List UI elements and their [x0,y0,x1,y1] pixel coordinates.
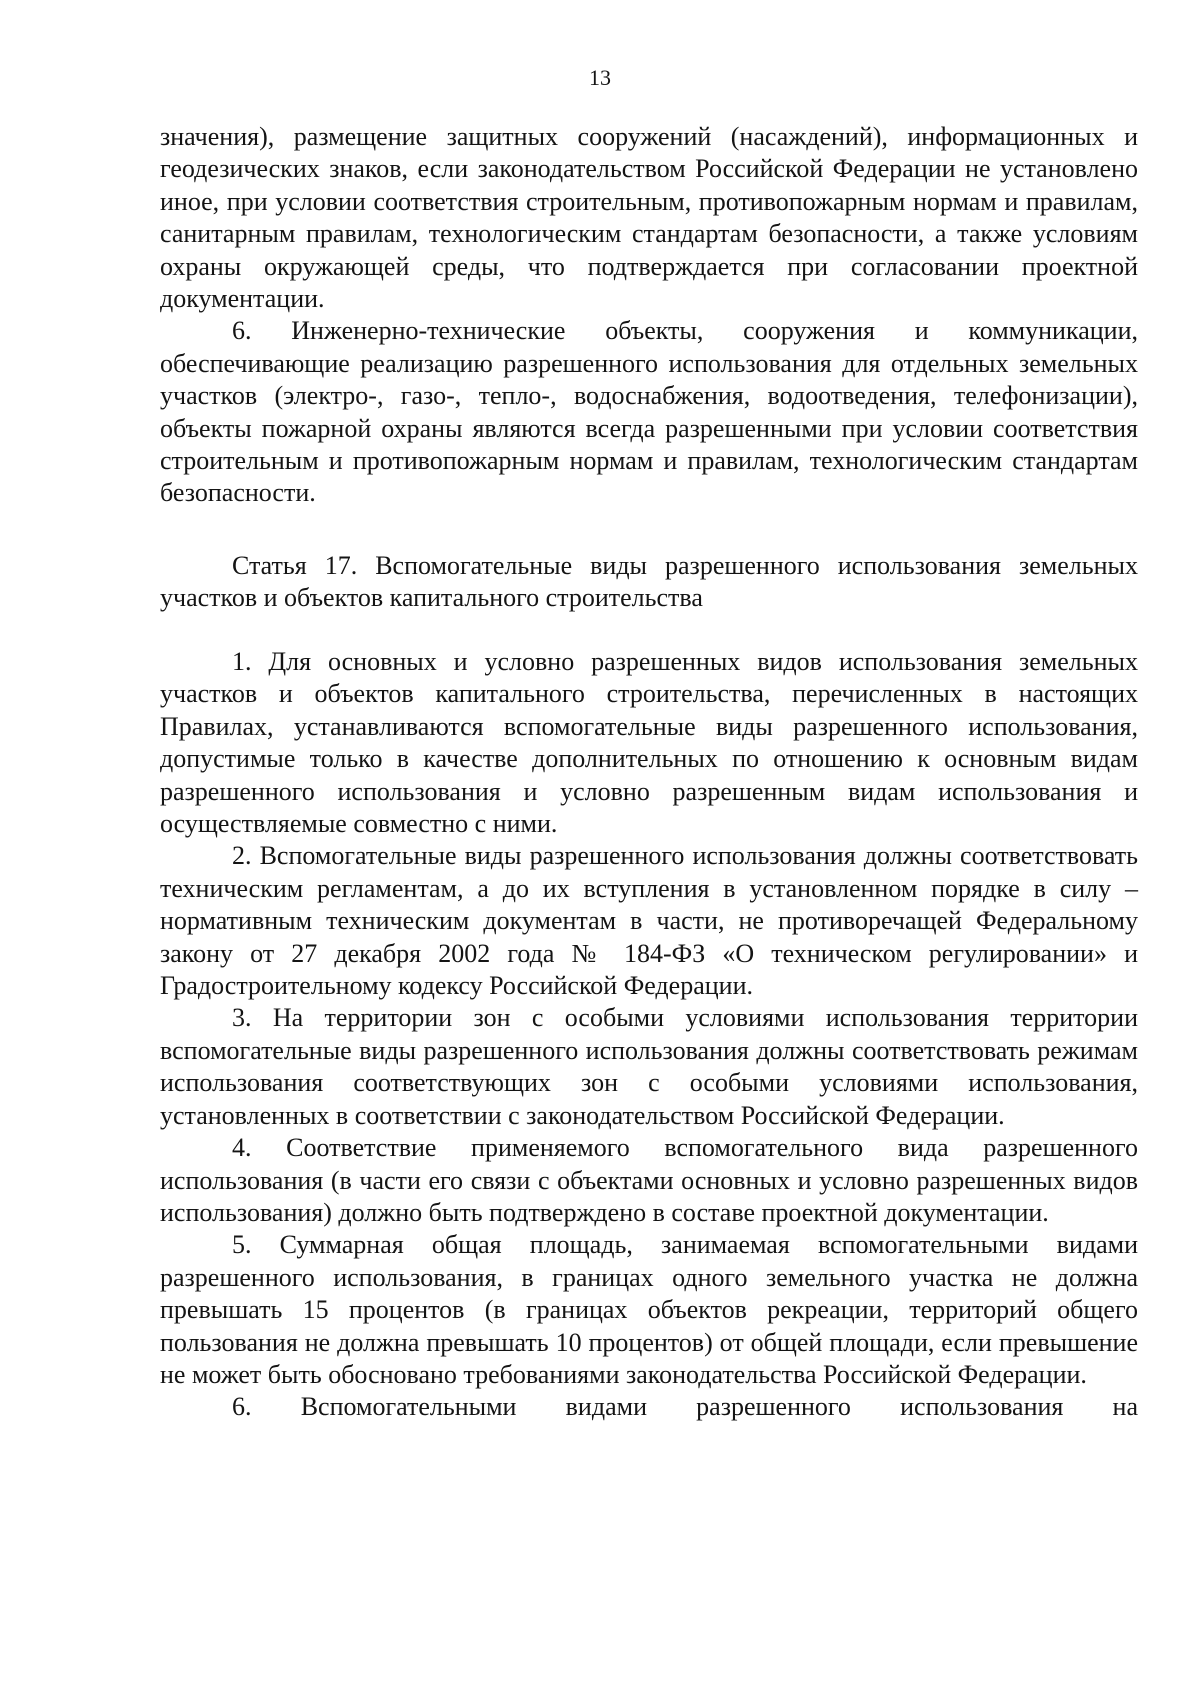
continuation-paragraph: значения), размещение защитных сооружений (насаждений), информационных и геодезических знаков, если законодательством Российской Федерации не установлено иное, при условии соответствия строительным, противопожарным нормам и правилам, санитарным правилам, технологическим стандартам безопасности, а также условиям охраны окружающей среды, что подтверждается при согласовании проектной документации. [160,122,1138,314]
article-items [160,646,1138,1424]
article-item-2: 2. Вспомогательные виды разрешенного использования должны соответствовать техническим регламентам, а до их вступления в установленном порядке в силу – нормативным техническим документам в части, не противоречащей Федеральному закону от 27 декабря 2002 года № 184-ФЗ «О техническом регулировании» и Градостроительному кодексу Российской Федерации. [160,841,1138,1001]
article-item-1: 1. Для основных и условно разрешенных видов использования земельных участков и объектов капитального строительства, перечисленных в настоящих Правилах, устанавливаются вспомогательные виды разрешенного использования, допустимые только в качестве дополнительных по отношению к основным видам разрешенного использования и условно разрешенным видам использования и осуществляемые совместно с ними. [160,647,1138,839]
article-item-3: 3. На территории зон с особыми условиями использования территории вспомогательные виды разрешенного использования должны соответствовать режимам использования соответствующих зон с особыми условиями использования, установленных в соответствии с законодательством Российской Федерации. [160,1003,1138,1130]
article-item-4: 4. Соответствие применяемого вспомогательного вида разрешенного использования (в части его связи с объектами основных и условно разрешенных видов использования) должно быть подтверждено в составе проектной документации. [160,1133,1138,1227]
top-section [160,121,1138,510]
article-heading: Статья 17. Вспомогательные виды разрешенного использования земельных участков и объектов капитального строительства [160,551,1138,613]
article-section [160,550,1138,615]
paragraph-item-6-engineering: 6. Инженерно-технические объекты, сооружения и коммуникации, обеспечивающие реализацию разрешенного использования для отдельных земельных участков (электро-, газо-, тепло-, водоснабжения, водоотведения, телефонизации), объекты пожарной охраны являются всегда разрешенными при условии соответствия строительным и противопожарным нормам и правилам, технологическим стандартам безопасности. [160,316,1138,508]
article-item-6: 6. Вспомогательными видами разрешенного использования на [232,1392,1138,1422]
page-number: 13 [589,65,611,90]
article-item-5: 5. Суммарная общая площадь, занимаемая вспомогательными видами разрешенного использования, в границах одного земельного участка не должна превышать 15 процентов (в границах объектов рекреации, территорий общего пользования не должна превышать 10 процентов) от общей площади, если превышение не может быть обосновано требованиями законодательства Российской Федерации. [160,1230,1138,1389]
